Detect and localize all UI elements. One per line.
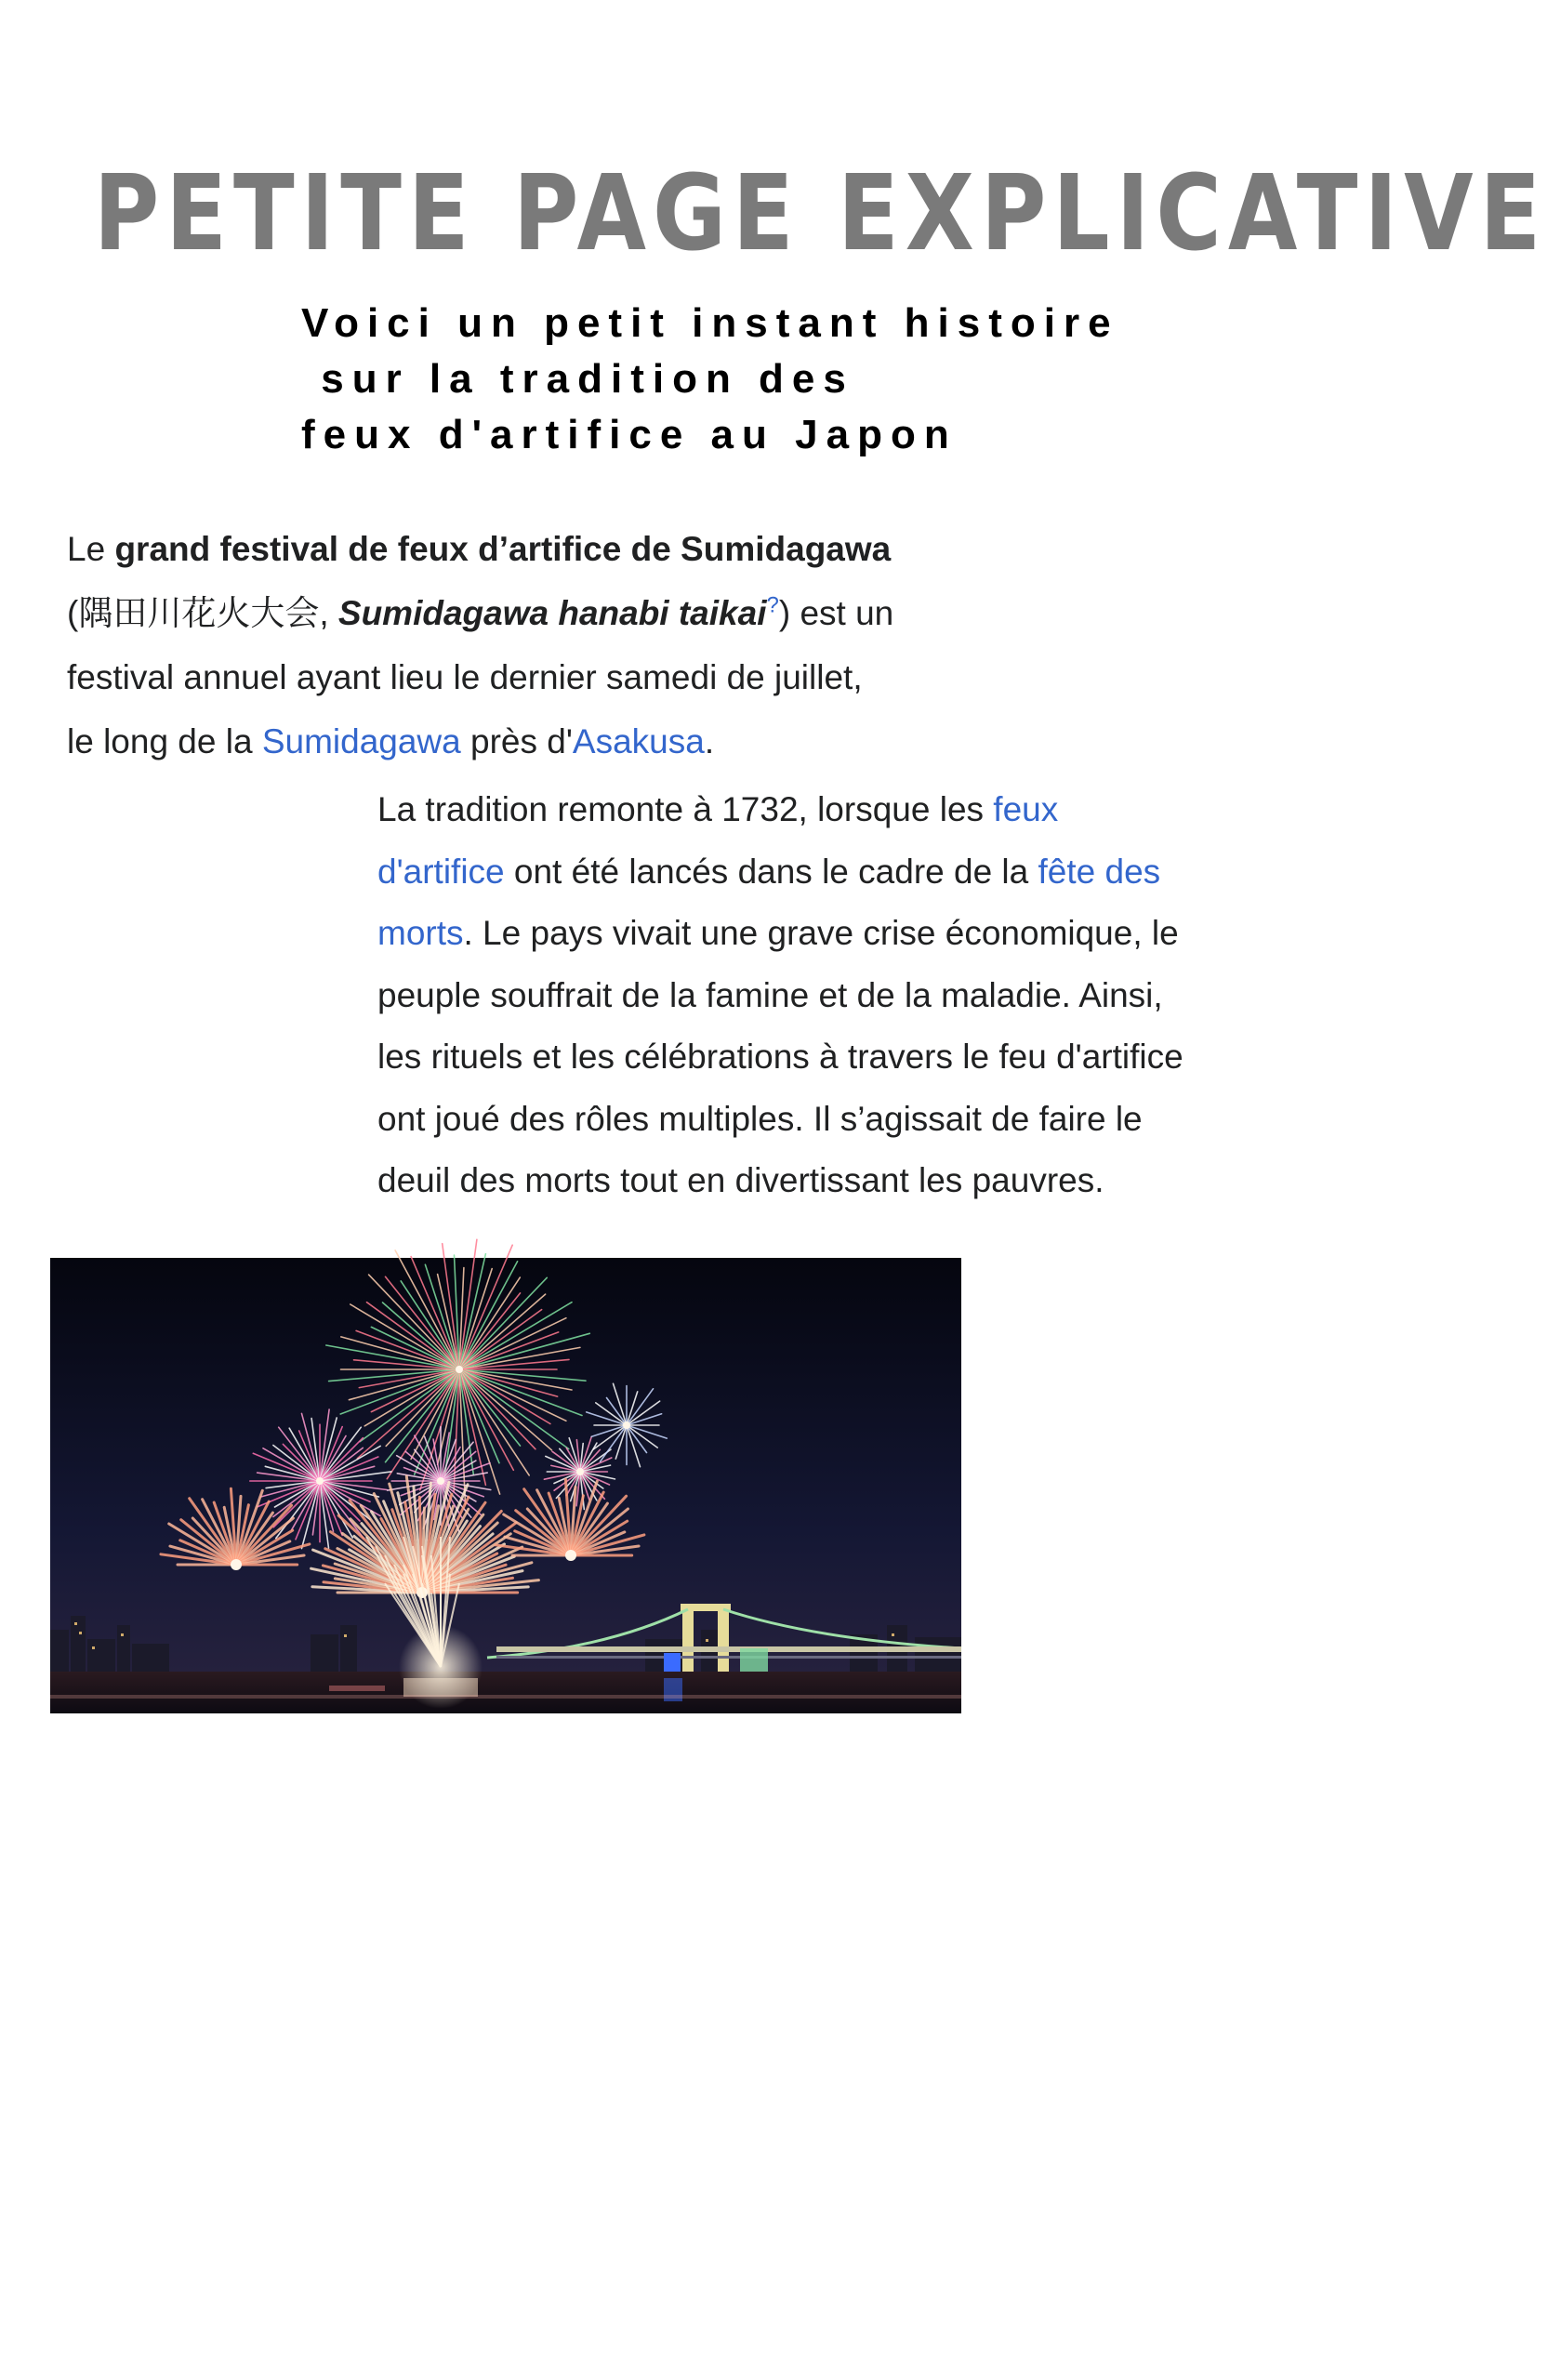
firework-core	[231, 1559, 242, 1570]
fireworks-photo	[50, 1258, 961, 1713]
firework-core	[437, 1477, 444, 1485]
launch-glow	[399, 1625, 483, 1709]
text: ) est un	[778, 594, 894, 632]
pronunciation-link[interactable]: ?	[766, 592, 779, 618]
firework-core	[623, 1421, 630, 1429]
text: ont été lancés dans le cadre de la	[504, 852, 1038, 891]
text: . Le pays vivait une grave crise économique, le	[463, 914, 1179, 952]
firework-core	[316, 1477, 324, 1485]
text: festival annuel ayant lieu le dernier samedi de juillet,	[67, 658, 863, 696]
text: (隅田川花火大会,	[67, 594, 338, 632]
text: peuple souffrait de la famine et de la maladie. Ainsi,	[377, 975, 1163, 1014]
history-paragraph	[377, 779, 1289, 1212]
text: deuil des morts tout en divertissant les pauvres.	[377, 1161, 1104, 1199]
text: .	[704, 722, 715, 760]
subtitle	[301, 296, 1231, 463]
link-feux-dartifice[interactable]: d'artifice	[377, 852, 505, 891]
link-fete-des-morts[interactable]: morts	[377, 914, 464, 952]
link-sumidagawa[interactable]: Sumidagawa	[261, 722, 461, 760]
festival-name: grand festival de feux d’artifice de Sumidagawa	[114, 530, 892, 568]
text: le long de la	[67, 722, 262, 760]
link-asakusa[interactable]: Asakusa	[572, 722, 705, 760]
festival-romaji: Sumidagawa hanabi taikai	[337, 594, 767, 632]
text: près d'	[460, 722, 573, 760]
link-fete-des-morts[interactable]: fête des	[1038, 852, 1161, 891]
subtitle-line-2: sur la tradition des	[301, 356, 854, 402]
intro-paragraph	[67, 517, 1015, 774]
water	[50, 1672, 961, 1713]
firework-core	[565, 1550, 576, 1561]
subtitle-line-3: feux d'artifice au Japon	[301, 412, 958, 457]
text: Le	[67, 530, 115, 568]
firework-core	[576, 1468, 584, 1475]
firework-core	[456, 1366, 463, 1373]
text: les rituels et les célébrations à travers le feu d'artifice	[377, 1038, 1183, 1076]
text: La tradition remonte à 1732, lorsque les	[377, 790, 994, 828]
page-title: PETITE PAGE EXPLICATIVE	[93, 153, 1547, 274]
fireworks-illustration	[50, 1258, 961, 1713]
text: ont joué des rôles multiples. Il s’agissait de faire le	[377, 1099, 1143, 1138]
subtitle-line-1: Voici un petit instant histoire	[301, 300, 1119, 346]
link-feux-dartifice[interactable]: feux	[993, 790, 1059, 828]
